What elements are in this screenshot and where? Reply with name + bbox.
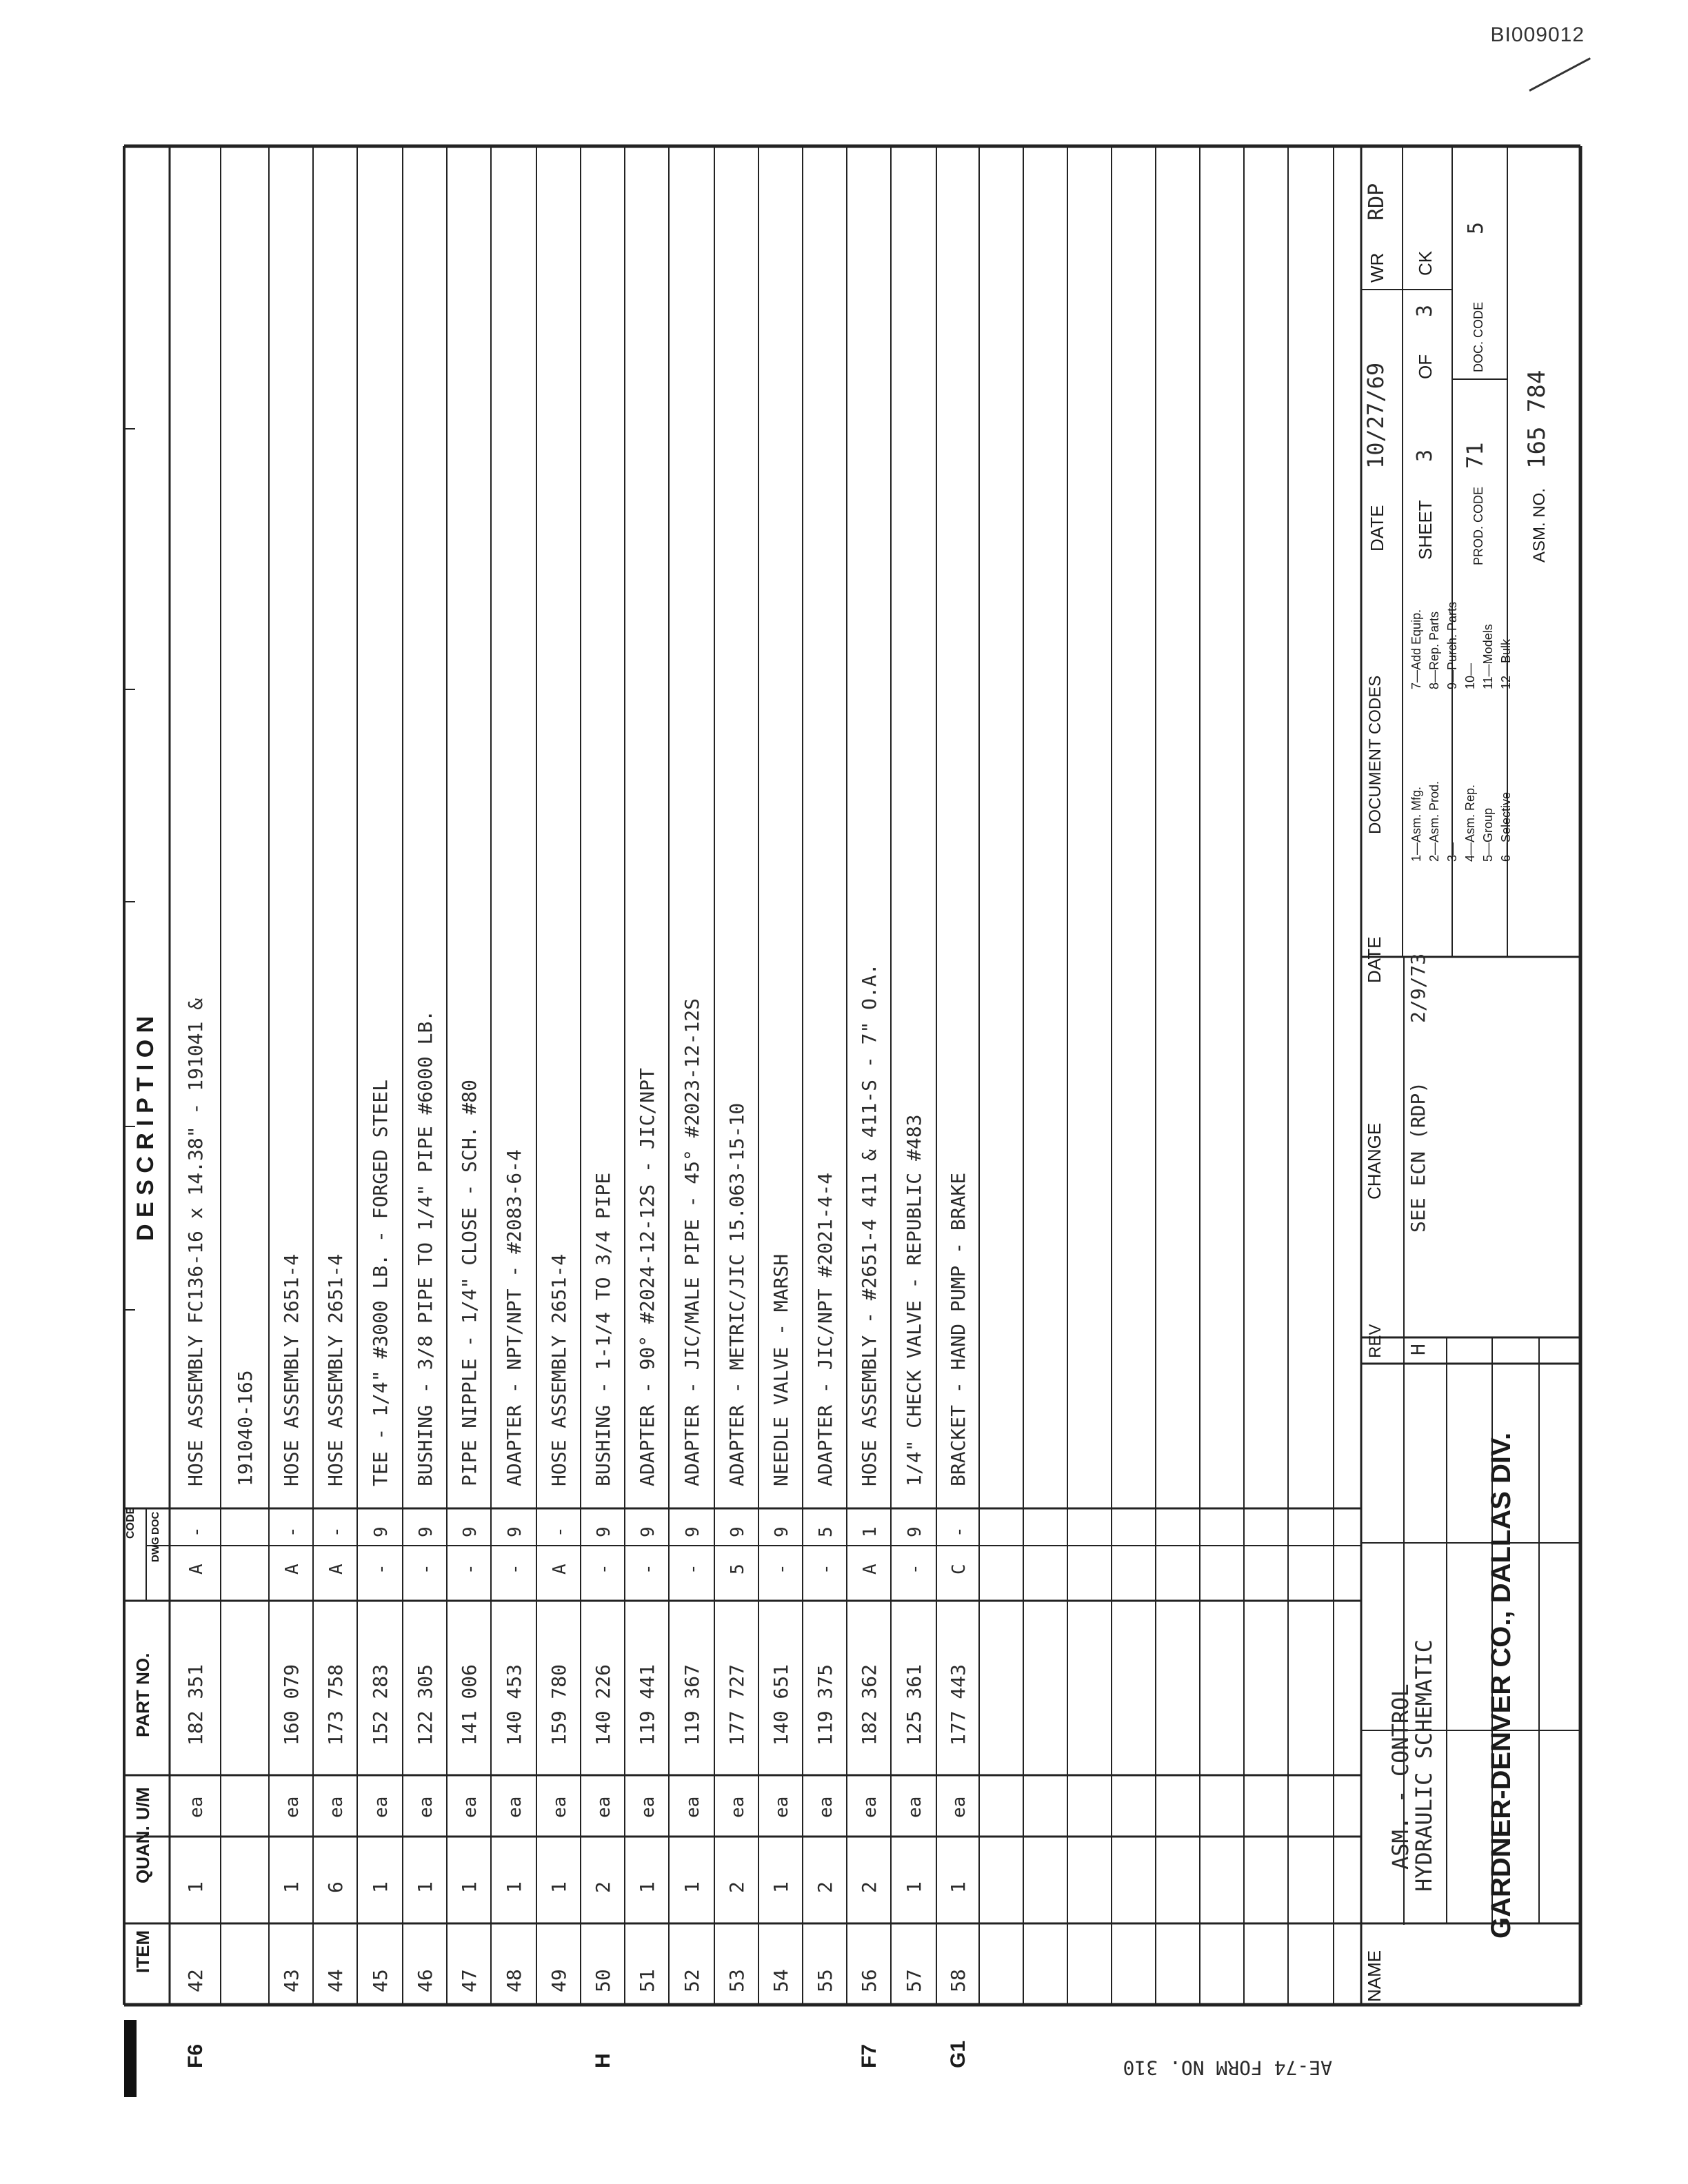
form-number: AE-74 FORM NO. 310: [1123, 2056, 1332, 2079]
table-row: [547, 1254, 570, 1992]
item-number: 44: [324, 1969, 347, 1992]
doc-code: 9: [505, 1526, 525, 1537]
doc-code: -: [186, 1526, 207, 1537]
part-number: 177 443: [947, 1664, 969, 1746]
document-code-option: 1—Asm. Mfg.: [1409, 786, 1423, 862]
dwg-code: -: [371, 1564, 392, 1575]
part-number: 159 780: [547, 1664, 570, 1746]
doc-code: -: [550, 1526, 570, 1537]
part-number: 141 006: [458, 1664, 481, 1746]
document-code-option: 7—Add Equip.: [1409, 609, 1423, 689]
unit-of-measure: ea: [505, 1796, 525, 1818]
document-codes-label: DOCUMENT CODES: [1366, 675, 1385, 834]
doc-code: 9: [905, 1526, 925, 1537]
margin-marks: [124, 2020, 969, 2097]
item-number: 46: [414, 1969, 436, 1992]
date-label: DATE: [1364, 936, 1385, 983]
doc-code-value: 5: [1464, 221, 1488, 234]
unit-of-measure: ea: [727, 1796, 748, 1818]
rev-value: H: [1407, 1344, 1429, 1355]
doc-code-label: DOC. CODE: [1471, 301, 1485, 372]
header-doc: DOC: [150, 1511, 161, 1535]
unit-of-measure: ea: [638, 1796, 659, 1818]
wr-value: RDP: [1365, 183, 1389, 221]
header-dwg: DWG: [150, 1537, 161, 1562]
table-row: [814, 1173, 836, 1992]
doc-code: 9: [460, 1526, 481, 1537]
sheet-label: SHEET: [1415, 500, 1436, 560]
table-row: [725, 1103, 748, 1992]
table-row: [458, 1080, 481, 1992]
table-row: [234, 1370, 257, 1486]
item-number: 43: [280, 1969, 303, 1992]
dwg-code: -: [905, 1564, 925, 1575]
dwg-code: -: [772, 1564, 792, 1575]
doc-code: 9: [638, 1526, 659, 1537]
wr-label: WR: [1367, 252, 1387, 283]
dwg-code: A: [282, 1564, 303, 1575]
part-number: 182 351: [184, 1664, 207, 1746]
change-value: SEE ECN (RDP): [1407, 1081, 1429, 1233]
item-number: 49: [547, 1969, 570, 1992]
doc-code: 5: [816, 1526, 836, 1537]
dwg-code: A: [550, 1564, 570, 1575]
document-code-option: 9—Purch. Parts: [1445, 601, 1459, 689]
unit-of-measure: ea: [460, 1796, 481, 1818]
description: NEEDLE VALVE - MARSH: [770, 1253, 792, 1486]
header-code: CODE: [125, 1506, 137, 1539]
item-number: 51: [636, 1969, 659, 1992]
quantity: 1: [903, 1881, 925, 1893]
quantity: 2: [592, 1881, 614, 1893]
asm-no-value: 165 784: [1523, 370, 1551, 469]
doc-code: 9: [416, 1526, 436, 1537]
part-number: 140 651: [770, 1664, 792, 1746]
unit-of-measure: ea: [326, 1796, 347, 1818]
document-code-option: 6—Selective: [1499, 791, 1513, 862]
unit-of-measure: ea: [816, 1796, 836, 1818]
part-number: 125 361: [903, 1664, 925, 1746]
document-code-option: 11—Models: [1481, 624, 1495, 689]
part-number: 122 305: [414, 1664, 436, 1746]
assembly-name-line2: HYDRAULIC SCHEMATIC: [1411, 1639, 1437, 1892]
item-number: 50: [592, 1969, 614, 1992]
document-code-option: 3—: [1445, 842, 1459, 862]
document-id: BI009012: [1490, 23, 1585, 46]
unit-of-measure: ea: [416, 1796, 436, 1818]
header-item: ITEM: [132, 1930, 153, 1973]
dwg-code: C: [949, 1564, 969, 1575]
header-description: D E S C R I P T I O N: [132, 1015, 159, 1241]
doc-code: -: [282, 1526, 303, 1537]
doc-code: 9: [683, 1526, 703, 1537]
doc-code: 1: [860, 1526, 881, 1537]
description: PIPE NIPPLE - 1/4" CLOSE - SCH. #80: [458, 1079, 481, 1486]
item-number: 57: [903, 1969, 925, 1992]
document-code-option: 5—Group: [1481, 807, 1495, 862]
unit-of-measure: ea: [949, 1796, 969, 1818]
margin-mark: F6: [184, 2043, 207, 2068]
item-number: 47: [458, 1969, 481, 1992]
dwg-code: -: [683, 1564, 703, 1575]
ck-label: CK: [1415, 250, 1436, 276]
document-code-option: 4—Asm. Rep.: [1463, 784, 1477, 862]
description: ADAPTER - METRIC/JIC 15.063-15-10: [725, 1102, 748, 1486]
description: ADAPTER - JIC/MALE PIPE - 45° #2023-12-12S: [681, 998, 703, 1486]
dwg-code: A: [326, 1564, 347, 1575]
dwg-code: -: [638, 1564, 659, 1575]
assembly-name-line1: ASM. - CONTROL: [1387, 1684, 1414, 1870]
dwg-code: 5: [727, 1564, 748, 1575]
change-date: 2/9/73: [1407, 953, 1429, 1023]
quantity: 1: [503, 1881, 525, 1893]
description: HOSE ASSEMBLY FC136-16 x 14.38" - 191041 &: [184, 998, 207, 1486]
margin-mark: F7: [858, 2043, 881, 2068]
unit-of-measure: ea: [371, 1796, 392, 1818]
doc-code: 9: [371, 1526, 392, 1537]
quantity: 1: [458, 1881, 481, 1893]
item-number: 56: [858, 1969, 881, 1992]
unit-of-measure: ea: [905, 1796, 925, 1818]
quantity: 1: [547, 1881, 570, 1893]
date-value: 10/27/69: [1363, 362, 1389, 469]
description: BUSHING - 3/8 PIPE TO 1/4" PIPE #6000 LB.: [414, 1009, 436, 1486]
parts-rows: [184, 963, 969, 1992]
unit-of-measure: ea: [282, 1796, 303, 1818]
date-field-label: DATE: [1367, 505, 1387, 552]
unit-of-measure: ea: [550, 1796, 570, 1818]
unit-of-measure: ea: [860, 1796, 881, 1818]
description: BUSHING - 1-1/4 TO 3/4 PIPE: [592, 1172, 614, 1486]
document-code-option: 12—Bulk: [1499, 638, 1513, 689]
asm-no-label: ASM. NO.: [1530, 487, 1549, 563]
unit-of-measure: ea: [772, 1796, 792, 1818]
dwg-code: A: [186, 1564, 207, 1575]
table-row: [184, 998, 207, 1992]
title-block: [1361, 146, 1580, 2005]
part-number: 177 727: [725, 1664, 748, 1746]
prod-code-label: PROD. CODE: [1471, 486, 1485, 565]
item-number: 52: [681, 1969, 703, 1992]
doc-code: -: [949, 1526, 969, 1537]
header-quan: QUAN.: [132, 1826, 153, 1883]
company-name: GARDNER-DENVER CO., DALLAS DIV.: [1486, 1432, 1516, 1939]
dwg-code: -: [594, 1564, 614, 1575]
part-number: 119 441: [636, 1664, 659, 1746]
part-number: 119 367: [681, 1664, 703, 1746]
item-number: 54: [770, 1969, 792, 1992]
quantity: 2: [725, 1881, 748, 1893]
dwg-code: -: [816, 1564, 836, 1575]
of-value: 3: [1413, 304, 1437, 317]
description: ADAPTER - JIC/NPT #2021-4-4: [814, 1172, 836, 1486]
description: ADAPTER - NPT/NPT - #2083-6-4: [503, 1149, 525, 1486]
name-label: NAME: [1364, 1950, 1385, 2002]
quantity: 1: [369, 1881, 392, 1893]
margin-mark: H: [592, 2053, 614, 2068]
sheet-value: 3: [1413, 449, 1437, 462]
rev-label: REV: [1366, 1324, 1385, 1358]
doc-code: 9: [727, 1526, 748, 1537]
item-number: 53: [725, 1969, 748, 1992]
dwg-code: -: [460, 1564, 481, 1575]
description: HOSE ASSEMBLY - #2651-4 411 & 411-S - 7" O.A.: [858, 963, 881, 1486]
part-number: 182 362: [858, 1664, 881, 1746]
table-row: [770, 1254, 792, 1992]
quantity: 1: [636, 1881, 659, 1893]
description: ADAPTER - 90° #2024-12-12S - JIC/NPT: [636, 1068, 659, 1486]
table-row: [947, 1173, 969, 1992]
quantity: 1: [770, 1881, 792, 1893]
dwg-code: -: [505, 1564, 525, 1575]
table-row: [324, 1254, 347, 1992]
prod-code-value: 71: [1462, 442, 1488, 469]
part-number: 119 375: [814, 1664, 836, 1746]
quantity: 2: [814, 1881, 836, 1893]
quantity: 1: [681, 1881, 703, 1893]
unit-of-measure: ea: [594, 1796, 614, 1818]
part-number: 152 283: [369, 1664, 392, 1746]
doc-code: -: [326, 1526, 347, 1537]
dwg-code: A: [860, 1564, 881, 1575]
part-number: 160 079: [280, 1664, 303, 1746]
table-row: [503, 1149, 525, 1992]
table-row: [414, 1010, 436, 1992]
quantity: 1: [947, 1881, 969, 1893]
description: HOSE ASSEMBLY 2651-4: [280, 1253, 303, 1486]
table-row: [369, 1080, 392, 1992]
item-number: 55: [814, 1969, 836, 1992]
table-row: [280, 1254, 303, 1992]
quantity: 1: [280, 1881, 303, 1893]
description: HOSE ASSEMBLY 2651-4: [324, 1253, 347, 1486]
description: TEE - 1/4" #3000 LB. - FORGED STEEL: [369, 1079, 392, 1486]
table-row: [858, 963, 881, 1992]
quantity: 6: [324, 1881, 347, 1893]
quantity: 1: [414, 1881, 436, 1893]
change-label: CHANGE: [1364, 1122, 1385, 1200]
table-row: [681, 998, 703, 1992]
part-number: 173 758: [324, 1664, 347, 1746]
document-code-option: 10—: [1463, 663, 1477, 689]
description: HOSE ASSEMBLY 2651-4: [547, 1253, 570, 1486]
unit-of-measure: ea: [186, 1796, 207, 1818]
unit-of-measure: ea: [683, 1796, 703, 1818]
header-part-no: PART NO.: [132, 1652, 153, 1737]
document-code-option: 8—Rep. Parts: [1427, 611, 1441, 689]
description: BRACKET - HAND PUMP - BRAKE: [947, 1172, 969, 1486]
form-header-labels: [125, 1016, 161, 1973]
table-row: [636, 1068, 659, 1992]
description: 1/4" CHECK VALVE - REPUBLIC #483: [903, 1114, 925, 1486]
table-row: [903, 1115, 925, 1992]
table-row: [592, 1173, 614, 1992]
doc-code: 9: [594, 1526, 614, 1537]
item-number: 48: [503, 1969, 525, 1992]
description: 191040-165: [234, 1370, 257, 1486]
item-number: 42: [184, 1969, 207, 1992]
document-code-option: 2—Asm. Prod.: [1427, 780, 1441, 862]
quantity: 1: [184, 1881, 207, 1893]
part-number: 140 453: [503, 1664, 525, 1746]
dwg-code: -: [416, 1564, 436, 1575]
part-number: 140 226: [592, 1664, 614, 1746]
header-um: U/M: [132, 1787, 153, 1820]
margin-mark: G1: [947, 2040, 969, 2068]
item-number: 58: [947, 1969, 969, 1992]
item-number: 45: [369, 1969, 392, 1992]
of-label: OF: [1415, 354, 1436, 379]
quantity: 2: [858, 1881, 881, 1893]
doc-code: 9: [772, 1526, 792, 1537]
